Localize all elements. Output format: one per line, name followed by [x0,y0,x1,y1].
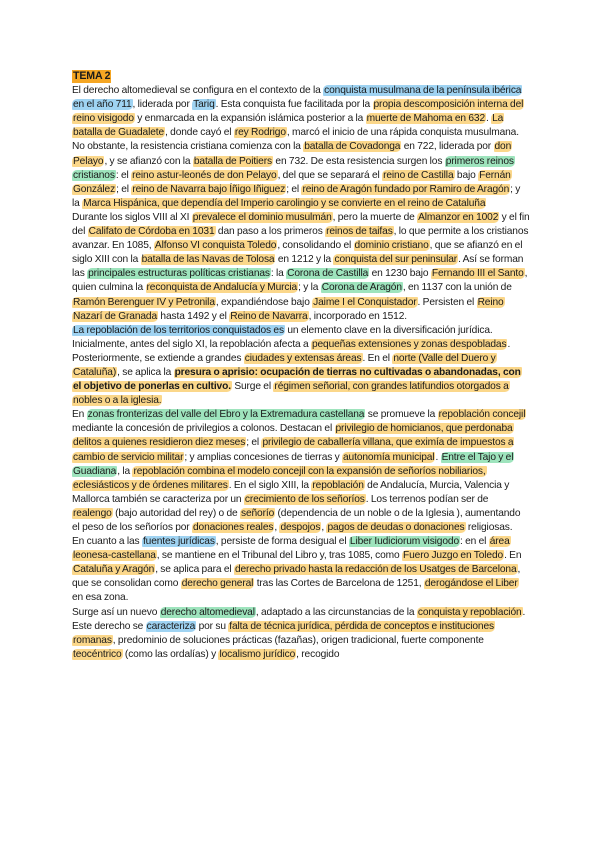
text-run: . [486,113,492,125]
text-run: en 732. De esta resistencia surgen los [272,155,445,167]
text-run: tras las Cortes de Barcelona de 1251, [254,578,424,590]
highlighted-text: donaciones reales [193,522,274,533]
text-run: ; y la [72,183,521,209]
highlighted-text: propia descomposición interna del reino visigodo [73,99,524,125]
paragraph [72,535,530,605]
text-run: ; el [246,437,262,449]
highlighted-text: caracteriza [146,620,196,632]
highlighted-text: batalla de las Navas de Tolosa [141,254,275,266]
text-run: hasta 1492 y el [158,310,230,322]
paragraph [72,408,530,535]
text-run: . Esta conquista fue facilitada por la [215,99,373,111]
highlighted-text: falta de técnica jurídica, pérdida de conceptos e instituciones romanas [73,620,494,646]
text-run: en 1230 bajo [369,268,431,280]
highlighted-text: principales estructuras políticas cristianas [88,268,270,280]
highlighted-text: La repoblación de los territorios conquistados es [73,324,284,336]
text-run: de Andalucía, Murcia, Valencia y Mallorca también se caracteriza por un [72,479,510,505]
text-run: , se aplica la [117,366,174,378]
highlighted-text: teocéntrico [73,648,122,660]
highlighted-text: conquista musulmana de la península ibérica en el año 711 [73,85,522,111]
highlighted-text: zonas fronterizas del valle del Ebro y la Extremadura castellana [87,409,365,421]
highlighted-text: Jaime I el Conquistador [313,296,417,308]
highlighted-text: muerte de Mahoma en 632 [366,113,486,125]
highlighted-text: reinos de taifas [326,226,393,238]
highlighted-text: Alfonso VI conquista Toledo [154,240,277,252]
text-run: , [274,522,280,533]
highlighted-text: repoblación combina el modelo concejil con la expansión de señoríos nobiliarios, eclesiásticos y de órdenes militares [73,465,486,491]
highlighted-text: don Pelayo [73,141,512,167]
highlighted-text: Corona de Castilla [287,268,369,280]
text-run: El derecho altomedieval se configura en el contexto de la [72,85,324,97]
highlighted-text: presura o aprisio: ocupación de tierras no cultivadas o abandonadas, con el objetivo de ponerlas en cultivo. [73,366,521,393]
text-run: En cuanto a las [72,536,142,548]
highlighted-text: conquista del sur peninsular [334,254,458,266]
text-run: y el fin del [72,211,530,238]
text-run: , predominio de soluciones prácticas (fazañas), origen tradicional, fuerte componente [112,634,484,646]
text-run: , se aplica para el [155,564,234,576]
text-run: : en el [460,536,489,548]
paragraph [72,211,530,324]
highlighted-text: Califato de Córdoba en 1031 [88,226,215,238]
highlighted-text: primeros reinos cristianos [73,155,514,181]
text-run: : la [270,268,287,280]
text-run: bajo [454,169,479,181]
text-run: , la [117,465,133,477]
highlighted-text: reino de Aragón fundado por Ramiro de Aragón [302,183,510,195]
text-run: ; el [286,183,302,195]
text-run: , que se afianzó en el siglo XIII con la [72,240,523,266]
text-run: y enmarcada en la expansión islámica posterior a la [134,113,366,125]
text-run: , liderada por [132,99,193,111]
text-run: , se mantiene en el Tribunal del Libro y, tras 1085, como [156,550,403,562]
text-run: , [321,522,327,533]
highlighted-text: dominio cristiano [354,240,429,252]
highlighted-text: batalla de Covadonga [304,141,401,153]
highlighted-text: La batalla de Guadalete [73,113,504,139]
text-run: , marcó el inicio de una rápida conquista musulmana. No obstante, la resistencia cristiana comienza con la [72,127,519,153]
text-run: . En [504,550,522,562]
text-run: . En el [362,352,393,364]
text-run: . Persisten el [417,296,477,308]
text-run: , persiste de forma desigual el [215,536,349,548]
text-run: dan paso a los primeros [215,226,326,238]
highlighted-text: realengo [73,507,112,519]
text-run: , adaptado a las circunstancias de la [255,606,417,618]
text-run: . En el siglo XIII, la [228,479,312,491]
text-run: , y se afianzó con la [104,155,193,167]
text-run: Surge el [231,381,274,393]
text-run: un elemento clave en la diversificación jurídica. Inicialmente, antes del siglo XI, la repoblación afecta a [72,324,493,350]
text-run: ; el [116,183,132,195]
highlighted-text: privilegio de caballería villana, que eximía de impuestos a cambio de servicio militar [73,437,514,463]
text-run: En [72,409,87,421]
text-run: se promueve la [365,409,438,421]
highlighted-text: repoblación concejil [438,409,526,421]
highlighted-text: área leonesa-castellana [73,536,510,562]
highlighted-text: prevalece el dominio musulmán [192,211,332,223]
document-title: TEMA 2 [73,70,111,82]
highlighted-text: Fuero Juzgo en Toledo [403,550,504,562]
text-run: , del que se separará el [277,169,383,181]
highlighted-text: Reino de Navarra [230,310,308,322]
highlighted-text: Tariq [193,99,215,111]
text-run: , consolidando el [277,240,354,252]
highlighted-text: conquista y repoblación [417,606,522,618]
text-run: , expandiéndose bajo [215,296,313,308]
paragraph [72,324,530,409]
text-run: . Posteriormente, se extiende a grandes [72,338,511,364]
text-run: (dependencia de un noble o de la Iglesia ), aumentando el peso de los señoríos por [72,507,521,533]
text-run: ; y amplias concesiones de tierras y [184,451,343,463]
highlighted-text: crecimiento de los señoríos [244,493,365,505]
highlighted-text: privilegio de homicianos, que perdonaba delitos a quienes residieron diez meses [73,423,513,449]
highlighted-text: despojos [280,522,321,533]
text-run: (como las ordalías) y [122,648,219,660]
highlighted-text: localismo jurídico [219,648,296,660]
text-run: religiosas. [465,522,513,533]
highlighted-text: ciudades y extensas áreas [244,352,362,364]
highlighted-text: pequeñas extensiones y zonas despobladas [311,338,507,350]
paragraph [72,606,530,662]
highlighted-text: derecho altomedieval [160,606,255,618]
text-run: ; y la [298,282,321,294]
text-run: en esa zona. [72,592,129,604]
paragraph [72,84,530,211]
highlighted-text: Corona de Aragón [321,282,402,294]
highlighted-text: repoblación [312,479,364,491]
text-run: mediante la concesión de privilegios a colonos. Destacan el [72,423,335,435]
highlighted-text: reconquista de Andalucía y Murcia [146,282,298,294]
highlighted-text: Entre el Tajo y el Guadiana [73,451,514,477]
text-run: Surge así un nuevo [72,606,160,618]
highlighted-text: batalla de Poitiers [193,155,272,167]
highlighted-text: rey Rodrigo [234,127,286,139]
highlighted-text: Fernando III el Santo [431,268,524,280]
highlighted-text: Fernán González [73,169,511,195]
text-run: , donde cayó el [165,127,234,139]
text-run: Durante los siglos VIII al XI [72,211,192,223]
text-run: , lo que permite a los cristianos avanzar. En 1085, [72,226,529,252]
text-run: , quien culmina la [72,268,528,294]
highlighted-text: señorío [240,507,275,519]
highlighted-text: norte (Valle del Duero y Cataluña) [73,352,496,378]
text-run: , incorporado en 1512. [308,310,407,322]
text-run: en 722, liderada por [401,141,494,153]
highlighted-text: derecho general [181,578,254,590]
text-run: : el [115,169,132,181]
highlighted-text: derecho privado hasta la redacción de los Usatges de Barcelona [234,564,517,576]
highlighted-text: Marca Hispánica, que dependía del Imperio carolingio y se convierte en el reino de Cataluña [83,197,486,209]
text-run: (bajo autoridad del rey) o de [112,507,240,519]
text-run: , recogido [296,648,340,660]
text-run: , en 1137 con la unión de [402,282,512,294]
document-body [72,70,530,662]
highlighted-text: reino de Navarra bajo Íñigo Iñiguez [132,183,286,195]
highlighted-text: Ramón Berenguer IV y Petronila [73,296,215,308]
text-run: . Los terrenos podían ser de [365,493,489,505]
text-run: . Este derecho se [72,606,526,632]
highlighted-text: Cataluña y Aragón [73,564,155,576]
text-run: . [435,451,441,463]
highlighted-text: Liber Iudiciorum visigodo [349,536,459,548]
highlighted-text: Almanzor en 1002 [418,211,499,223]
highlighted-text: autonomía municipal [343,451,435,463]
text-run: , pero la muerte de [332,211,418,223]
text-run: por su [196,620,229,632]
highlighted-text: régimen señorial, con grandes latifundios otorgados a nobles o a la iglesia. [73,381,509,407]
text-run: , que se consolidan como [72,564,521,590]
highlighted-text: reino astur-leonés de don Pelayo [132,169,277,181]
highlighted-text: reino de Castilla [383,169,454,181]
text-run: . Así se forman las [72,254,524,280]
highlighted-text: derogándose el Liber [424,578,518,590]
text-run: en 1212 y la [275,254,334,266]
highlighted-text: fuentes jurídicas [142,536,215,548]
highlighted-text: pagos de deudas o donaciones [327,522,465,533]
highlighted-text: Reino Nazarí de Granada [73,296,504,322]
